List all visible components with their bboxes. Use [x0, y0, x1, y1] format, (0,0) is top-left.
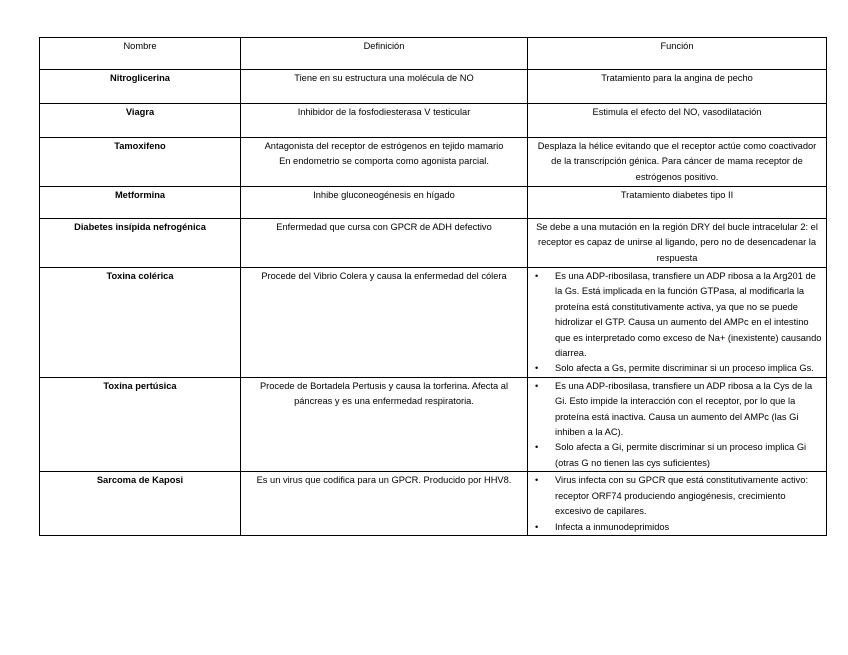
function-list — [533, 269, 822, 377]
row-name: Tamoxifeno — [40, 138, 241, 187]
list-item: • Solo afecta a Gs, permite discriminar si un proceso implica Gs. — [533, 361, 822, 376]
row-definition: Inhibidor de la fosfodiesterasa V testicular — [241, 104, 528, 138]
table-row — [40, 138, 827, 187]
function-list — [533, 473, 822, 535]
row-definition: Procede del Vibrio Colera y causa la enfermedad del cólera — [241, 268, 528, 378]
row-name: Viagra — [40, 104, 241, 138]
function-list — [533, 379, 822, 471]
header-funcion: Función — [528, 38, 827, 70]
table-row — [40, 104, 827, 138]
list-item: • Solo afecta a Gi, permite discriminar si un proceso implica Gi (otras G no tienen las cys suficientes) — [533, 440, 822, 471]
list-item: • Virus infecta con su GPCR que está constitutivamente activo: receptor ORF74 produciendo angiogénesis, crecimiento excesivo de capilares. — [533, 473, 822, 519]
row-definition: Enfermedad que cursa con GPCR de ADH defectivo — [241, 219, 528, 268]
row-function: Tratamiento para la angina de pecho — [528, 70, 827, 104]
header-nombre: Nombre — [40, 38, 241, 70]
table-row — [40, 377, 827, 471]
row-function: Tratamiento diabetes tipo II — [528, 187, 827, 219]
row-definition: Es un virus que codifica para un GPCR. Producido por HHV8. — [241, 472, 528, 536]
list-item: • Infecta a inmunodeprimidos — [533, 520, 822, 535]
row-definition: Inhibe gluconeogénesis en hígado — [241, 187, 528, 219]
row-name: Sarcoma de Kaposi — [40, 472, 241, 536]
row-name: Toxina colérica — [40, 268, 241, 378]
pharmacology-table — [39, 37, 827, 536]
row-name: Metformina — [40, 187, 241, 219]
table-row — [40, 472, 827, 536]
row-name: Nitroglicerina — [40, 70, 241, 104]
row-function — [528, 472, 827, 536]
table-row — [40, 70, 827, 104]
list-item: • Es una ADP-ribosilasa, transfiere un ADP ribosa a la Arg201 de la Gs. Está implicada en la función GTPasa, al modificarla la proteína está constitutivamente activa, ya que no se puede hidrolizar el GTP. Causa un aumento del AMPc en el intestino que es interpretado como exceso de Na+ (inexistente) causando diarrea. — [533, 269, 822, 361]
header-definicion: Definición — [241, 38, 528, 70]
table-row — [40, 219, 827, 268]
table-row — [40, 187, 827, 219]
row-definition: Tiene en su estructura una molécula de NO — [241, 70, 528, 104]
row-function: Estimula el efecto del NO, vasodilatación — [528, 104, 827, 138]
row-name: Toxina pertúsica — [40, 377, 241, 471]
row-function — [528, 268, 827, 378]
row-function: Desplaza la hélice evitando que el receptor actúe como coactivador de la transcripción génica. Para cáncer de mama receptor de estrógenos positivo. — [528, 138, 827, 187]
row-definition: Antagonista del receptor de estrógenos en tejido mamario En endometrio se comporta como agonista parcial. — [241, 138, 528, 187]
list-item: • Es una ADP-ribosilasa, transfiere un ADP ribosa a la Cys de la Gi. Esto impide la interacción con el receptor, por lo que la proteína está inactiva. Causa un aumento del AMPc (las Gi inhiben a la AC). — [533, 379, 822, 441]
table-row — [40, 268, 827, 378]
row-name: Diabetes insípida nefrogénica — [40, 219, 241, 268]
header-row — [40, 38, 827, 70]
row-function: Se debe a una mutación en la región DRY del bucle intracelular 2: el receptor es capaz de unirse al ligando, pero no de desencadenar la respuesta — [528, 219, 827, 268]
row-function — [528, 377, 827, 471]
row-definition: Procede de Bortadela Pertusis y causa la torferina. Afecta al páncreas y es una enfermedad respiratoria. — [241, 377, 528, 471]
